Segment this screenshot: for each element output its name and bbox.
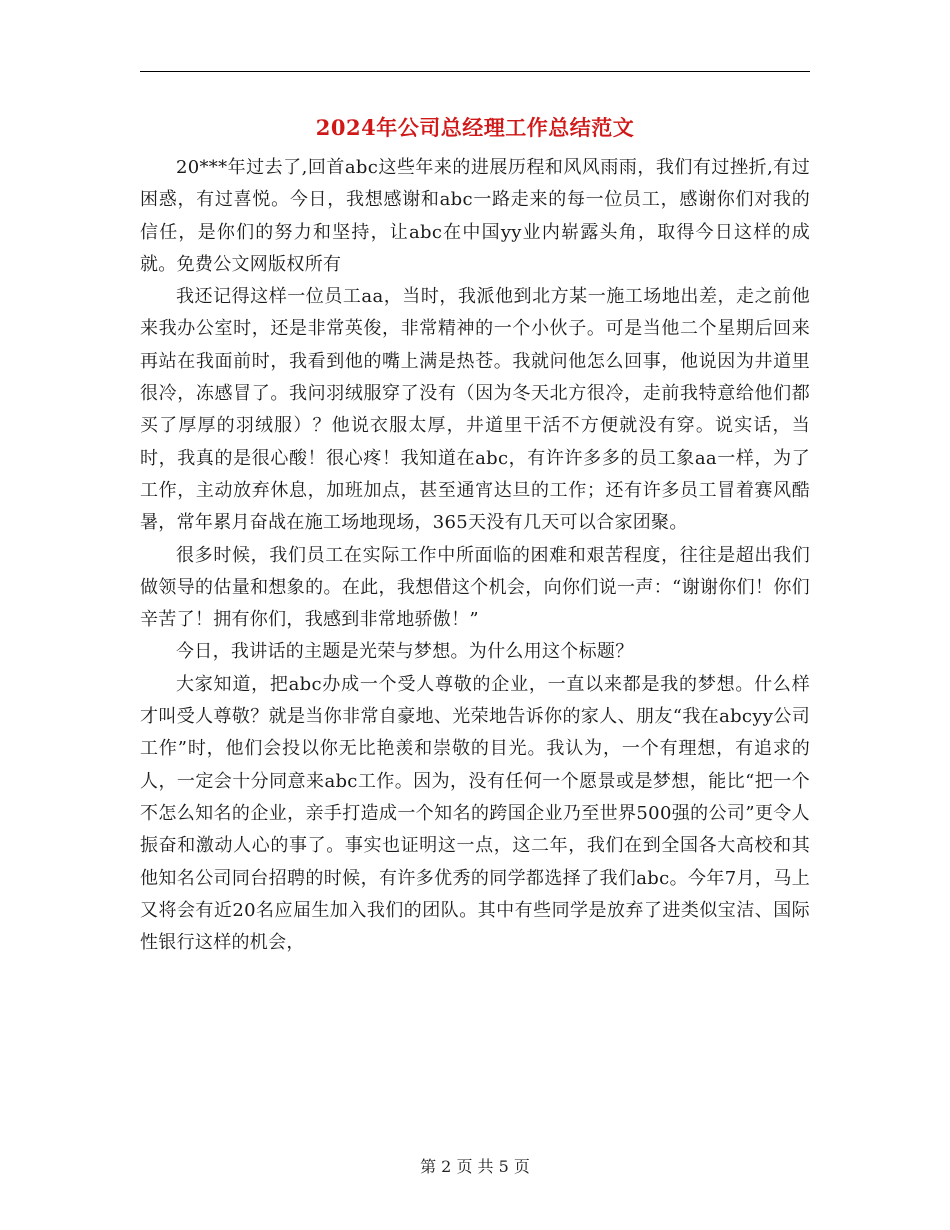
paragraph: 大家知道，把abc办成一个受人尊敬的企业，一直以来都是我的梦想。什么样才叫受人尊敬？就是当你非常自豪地、光荣地告诉你的家人、朋友“我在abcyy公司工作”时，他们会投以你无比艳羡和崇敬的目光。我认为，一个有理想，有追求的人，一定会十分同意来abc工作。因为，没有任何一个愿景或是梦想，能比“把一个不怎么知名的企业，亲手打造成一个知名的跨国企业乃至世界500强的公司”更令人振奋和激动人心的事了。事实也证明这一点，这二年，我们在到全国各大高校和其他知名公司同台招聘的时候，有许多优秀的同学都选择了我们abc。今年7月，马上又将会有近20名应届生加入我们的团队。其中有些同学是放弃了进类似宝洁、国际性银行这样的机会， (140, 673, 810, 954)
header-rule (140, 71, 810, 72)
paragraph: 20***年过去了,回首abc这些年来的进展历程和风风雨雨，我们有过挫折,有过困惑，有过喜悦。今日，我想感谢和abc一路走来的每一位员工，感谢你们对我的信任，是你们的努力和坚持，让abc在中国yy业内崭露头角，取得今日这样的成就。免费公文网版权所有 (140, 157, 810, 275)
document-body (140, 152, 810, 959)
page-number-footer: 第 2 页 共 5 页 (420, 1157, 530, 1176)
document-title: 2024年公司总经理工作总结范文 (315, 115, 635, 140)
paragraph: 很多时候，我们员工在实际工作中所面临的困难和艰苦程度，往往是超出我们做领导的估量和想象的。在此，我想借这个机会，向你们说一声：“谢谢你们！你们辛苦了！拥有你们，我感到非常地骄傲！” (140, 544, 810, 631)
paragraph: 今日，我讲话的主题是光荣与梦想。为什么用这个标题？ (176, 641, 634, 663)
paragraph: 我还记得这样一位员工aa，当时，我派他到北方某一施工场地出差，走之前他来我办公室时，还是非常英俊，非常精神的一个小伙子。可是当他二个星期后回来再站在我面前时，我看到他的嘴上满是热苍。我就问他怎么回事，他说因为井道里很冷，冻感冒了。我问羽绒服穿了没有（因为冬天北方很冷，走前我特意给他们都买了厚厚的羽绒服）？他说衣服太厚，井道里干活不方便就没有穿。说实话，当时，我真的是很心酸！很心疼！我知道在abc，有许许多多的员工象aa一样，为了工作，主动放弃休息，加班加点，甚至通宵达旦的工作；还有许多员工冒着赛风酷暑，常年累月奋战在施工场地现场，365天没有几天可以合家团聚。 (140, 286, 810, 534)
